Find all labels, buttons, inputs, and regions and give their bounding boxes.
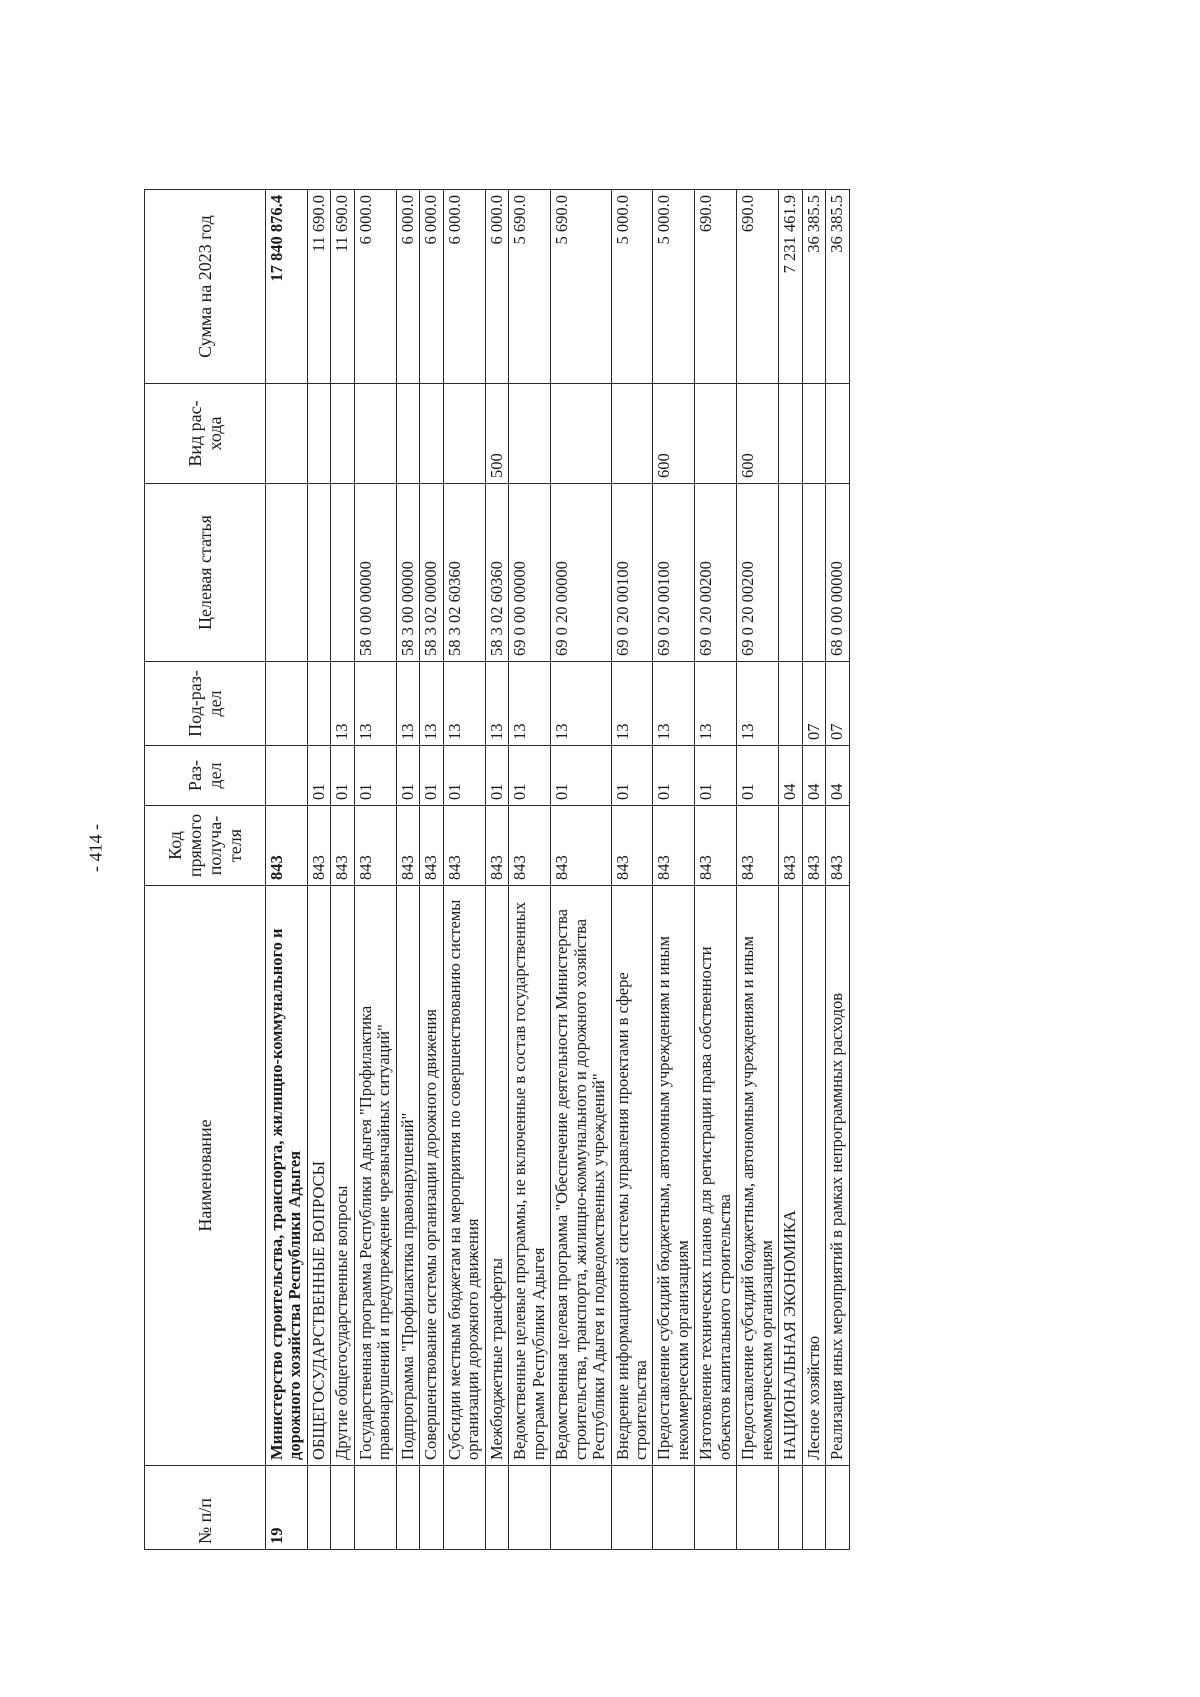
cell-expense: 500 xyxy=(485,384,508,484)
cell-num xyxy=(331,1466,354,1550)
cell-section: 04 xyxy=(779,746,802,806)
cell-num xyxy=(420,1466,443,1550)
cell-name: Субсидии местным бюджетам на мероприятия по совершенствованию системы организации дорожного движения xyxy=(443,886,485,1466)
cell-sum: 6 000.0 xyxy=(443,190,485,384)
cell-num xyxy=(695,1466,737,1550)
cell-num xyxy=(653,1466,695,1550)
cell-name: Предоставление субсидий бюджетным, автономным учреждениям и иным некоммерческим организациям xyxy=(653,886,695,1466)
cell-expense xyxy=(695,384,737,484)
cell-name: Предоставление субсидий бюджетным, автономным учреждениям и иным некоммерческим организациям xyxy=(737,886,779,1466)
cell-code: 843 xyxy=(802,806,825,886)
cell-expense xyxy=(443,384,485,484)
cell-name: Реализация иных мероприятий в рамках непрограммных расходов xyxy=(826,886,849,1466)
cell-section: 04 xyxy=(826,746,849,806)
cell-name: ОБЩЕГОСУДАРСТВЕННЫЕ ВОПРОСЫ xyxy=(307,886,330,1466)
cell-sum: 690.0 xyxy=(695,190,737,384)
cell-sum: 5 690.0 xyxy=(551,190,611,384)
table-row xyxy=(653,190,695,1550)
cell-num xyxy=(826,1466,849,1550)
table-row xyxy=(396,190,419,1550)
cell-target: 69 0 20 00100 xyxy=(611,484,653,662)
header-section: Раз-дел xyxy=(145,746,266,806)
header-num: № п/п xyxy=(145,1466,266,1550)
cell-expense xyxy=(307,384,330,484)
cell-section: 01 xyxy=(551,746,611,806)
cell-expense: 600 xyxy=(653,384,695,484)
cell-subsection: 13 xyxy=(551,662,611,746)
cell-target xyxy=(779,484,802,662)
table-row xyxy=(551,190,611,1550)
cell-code: 843 xyxy=(396,806,419,886)
cell-target: 58 0 00 00000 xyxy=(354,484,396,662)
cell-subsection xyxy=(266,662,308,746)
cell-sum: 17 840 876.4 xyxy=(266,190,308,384)
cell-subsection: 13 xyxy=(331,662,354,746)
table-row xyxy=(420,190,443,1550)
cell-num xyxy=(443,1466,485,1550)
cell-subsection: 13 xyxy=(485,662,508,746)
cell-target: 69 0 20 00200 xyxy=(695,484,737,662)
cell-subsection: 07 xyxy=(826,662,849,746)
cell-name: Совершенствование системы организации дорожного движения xyxy=(420,886,443,1466)
cell-section: 01 xyxy=(653,746,695,806)
cell-sum: 6 000.0 xyxy=(354,190,396,384)
cell-name: Другие общегосударственные вопросы xyxy=(331,886,354,1466)
cell-code: 843 xyxy=(551,806,611,886)
cell-expense xyxy=(396,384,419,484)
cell-target: 69 0 20 00100 xyxy=(653,484,695,662)
cell-name: Лесное хозяйство xyxy=(802,886,825,1466)
cell-target: 69 0 00 00000 xyxy=(509,484,551,662)
table-row xyxy=(443,190,485,1550)
cell-target: 69 0 20 00000 xyxy=(551,484,611,662)
cell-target: 69 0 20 00200 xyxy=(737,484,779,662)
budget-table xyxy=(144,189,850,1550)
cell-num xyxy=(485,1466,508,1550)
cell-num xyxy=(611,1466,653,1550)
cell-section xyxy=(266,746,308,806)
cell-code: 843 xyxy=(509,806,551,886)
cell-section: 01 xyxy=(396,746,419,806)
cell-sum: 5 690.0 xyxy=(509,190,551,384)
header-subsection: Под-раз-дел xyxy=(145,662,266,746)
budget-table-container xyxy=(144,190,1064,1550)
cell-target xyxy=(802,484,825,662)
cell-sum: 6 000.0 xyxy=(420,190,443,384)
cell-name: Подпрограмма "Профилактика правонарушений" xyxy=(396,886,419,1466)
cell-num xyxy=(779,1466,802,1550)
cell-section: 04 xyxy=(802,746,825,806)
cell-name: Министерство строительства, транспорта, жилищно-коммунального и дорожного хозяйства Республики Адыгея xyxy=(266,886,308,1466)
cell-code: 843 xyxy=(737,806,779,886)
header-expense: Вид рас-хода xyxy=(145,384,266,484)
cell-section: 01 xyxy=(443,746,485,806)
cell-target xyxy=(307,484,330,662)
cell-num xyxy=(509,1466,551,1550)
cell-code: 843 xyxy=(354,806,396,886)
cell-sum: 11 690.0 xyxy=(331,190,354,384)
cell-subsection: 13 xyxy=(653,662,695,746)
cell-section: 01 xyxy=(307,746,330,806)
table-row xyxy=(611,190,653,1550)
table-row xyxy=(737,190,779,1550)
cell-sum: 7 231 461.9 xyxy=(779,190,802,384)
cell-code: 843 xyxy=(779,806,802,886)
cell-expense xyxy=(420,384,443,484)
cell-section: 01 xyxy=(331,746,354,806)
cell-code: 843 xyxy=(420,806,443,886)
cell-subsection: 13 xyxy=(695,662,737,746)
cell-num xyxy=(354,1466,396,1550)
table-row xyxy=(695,190,737,1550)
cell-code: 843 xyxy=(611,806,653,886)
cell-sum: 690.0 xyxy=(737,190,779,384)
cell-subsection: 13 xyxy=(611,662,653,746)
cell-section: 01 xyxy=(695,746,737,806)
table-row xyxy=(307,190,330,1550)
cell-code: 843 xyxy=(307,806,330,886)
header-target: Целевая статья xyxy=(145,484,266,662)
table-header-row xyxy=(145,190,266,1550)
cell-expense xyxy=(266,384,308,484)
cell-subsection: 13 xyxy=(354,662,396,746)
table-row xyxy=(826,190,849,1550)
cell-name: Внедрение информационной системы управления проектами в сфере строительства xyxy=(611,886,653,1466)
cell-section: 01 xyxy=(354,746,396,806)
header-sum: Сумма на 2023 год xyxy=(145,190,266,384)
table-row xyxy=(354,190,396,1550)
cell-section: 01 xyxy=(509,746,551,806)
cell-sum: 11 690.0 xyxy=(307,190,330,384)
table-row xyxy=(485,190,508,1550)
cell-expense: 600 xyxy=(737,384,779,484)
table-row xyxy=(779,190,802,1550)
cell-num xyxy=(396,1466,419,1550)
cell-sum: 6 000.0 xyxy=(485,190,508,384)
cell-subsection: 07 xyxy=(802,662,825,746)
cell-target: 58 3 02 00000 xyxy=(420,484,443,662)
cell-subsection: 13 xyxy=(396,662,419,746)
cell-subsection: 13 xyxy=(509,662,551,746)
cell-target: 58 3 02 60360 xyxy=(443,484,485,662)
cell-expense xyxy=(611,384,653,484)
cell-subsection xyxy=(779,662,802,746)
cell-expense xyxy=(779,384,802,484)
cell-sum: 5 000.0 xyxy=(653,190,695,384)
cell-section: 01 xyxy=(737,746,779,806)
cell-code: 843 xyxy=(695,806,737,886)
cell-name: Межбюджетные трансферты xyxy=(485,886,508,1466)
cell-expense xyxy=(509,384,551,484)
cell-subsection: 13 xyxy=(443,662,485,746)
cell-target: 68 0 00 00000 xyxy=(826,484,849,662)
cell-subsection: 13 xyxy=(420,662,443,746)
cell-section: 01 xyxy=(485,746,508,806)
cell-num xyxy=(737,1466,779,1550)
header-name: Наименование xyxy=(145,886,266,1466)
cell-code: 843 xyxy=(653,806,695,886)
cell-name: Ведомственная целевая программа "Обеспечение деятельности Министерства строительства, транспорта, жилищно-коммунального и дорожного хозяйства Республики Адыгея и подведомственных учреждений" xyxy=(551,886,611,1466)
cell-section: 01 xyxy=(611,746,653,806)
cell-expense xyxy=(551,384,611,484)
cell-expense xyxy=(826,384,849,484)
cell-expense xyxy=(331,384,354,484)
cell-num xyxy=(551,1466,611,1550)
cell-section: 01 xyxy=(420,746,443,806)
cell-sum: 6 000.0 xyxy=(396,190,419,384)
cell-sum: 36 385.5 xyxy=(826,190,849,384)
cell-sum: 5 000.0 xyxy=(611,190,653,384)
cell-sum: 36 385.5 xyxy=(802,190,825,384)
cell-name: Государственная программа Республики Адыгея "Профилактика правонарушений и предупреждение чрезвычайных ситуаций" xyxy=(354,886,396,1466)
cell-num xyxy=(802,1466,825,1550)
table-row xyxy=(266,190,308,1550)
cell-subsection: 13 xyxy=(737,662,779,746)
page-number: - 414 - xyxy=(85,824,106,872)
cell-expense xyxy=(354,384,396,484)
header-code: Код прямого получа-теля xyxy=(145,806,266,886)
table-row xyxy=(509,190,551,1550)
table-row xyxy=(802,190,825,1550)
cell-code: 843 xyxy=(266,806,308,886)
table-row xyxy=(331,190,354,1550)
cell-target xyxy=(266,484,308,662)
cell-num xyxy=(307,1466,330,1550)
cell-expense xyxy=(802,384,825,484)
cell-target: 58 3 02 60360 xyxy=(485,484,508,662)
cell-name: Изготовление технических планов для регистрации права собственности объектов капитального строительства xyxy=(695,886,737,1466)
cell-code: 843 xyxy=(331,806,354,886)
cell-name: Ведомственные целевые программы, не включенные в состав государственных программ Республики Адыгея xyxy=(509,886,551,1466)
cell-target: 58 3 00 00000 xyxy=(396,484,419,662)
cell-subsection xyxy=(307,662,330,746)
cell-code: 843 xyxy=(443,806,485,886)
cell-code: 843 xyxy=(826,806,849,886)
cell-code: 843 xyxy=(485,806,508,886)
cell-target xyxy=(331,484,354,662)
cell-name: НАЦИОНАЛЬНАЯ ЭКОНОМИКА xyxy=(779,886,802,1466)
cell-num: 19 xyxy=(266,1466,308,1550)
